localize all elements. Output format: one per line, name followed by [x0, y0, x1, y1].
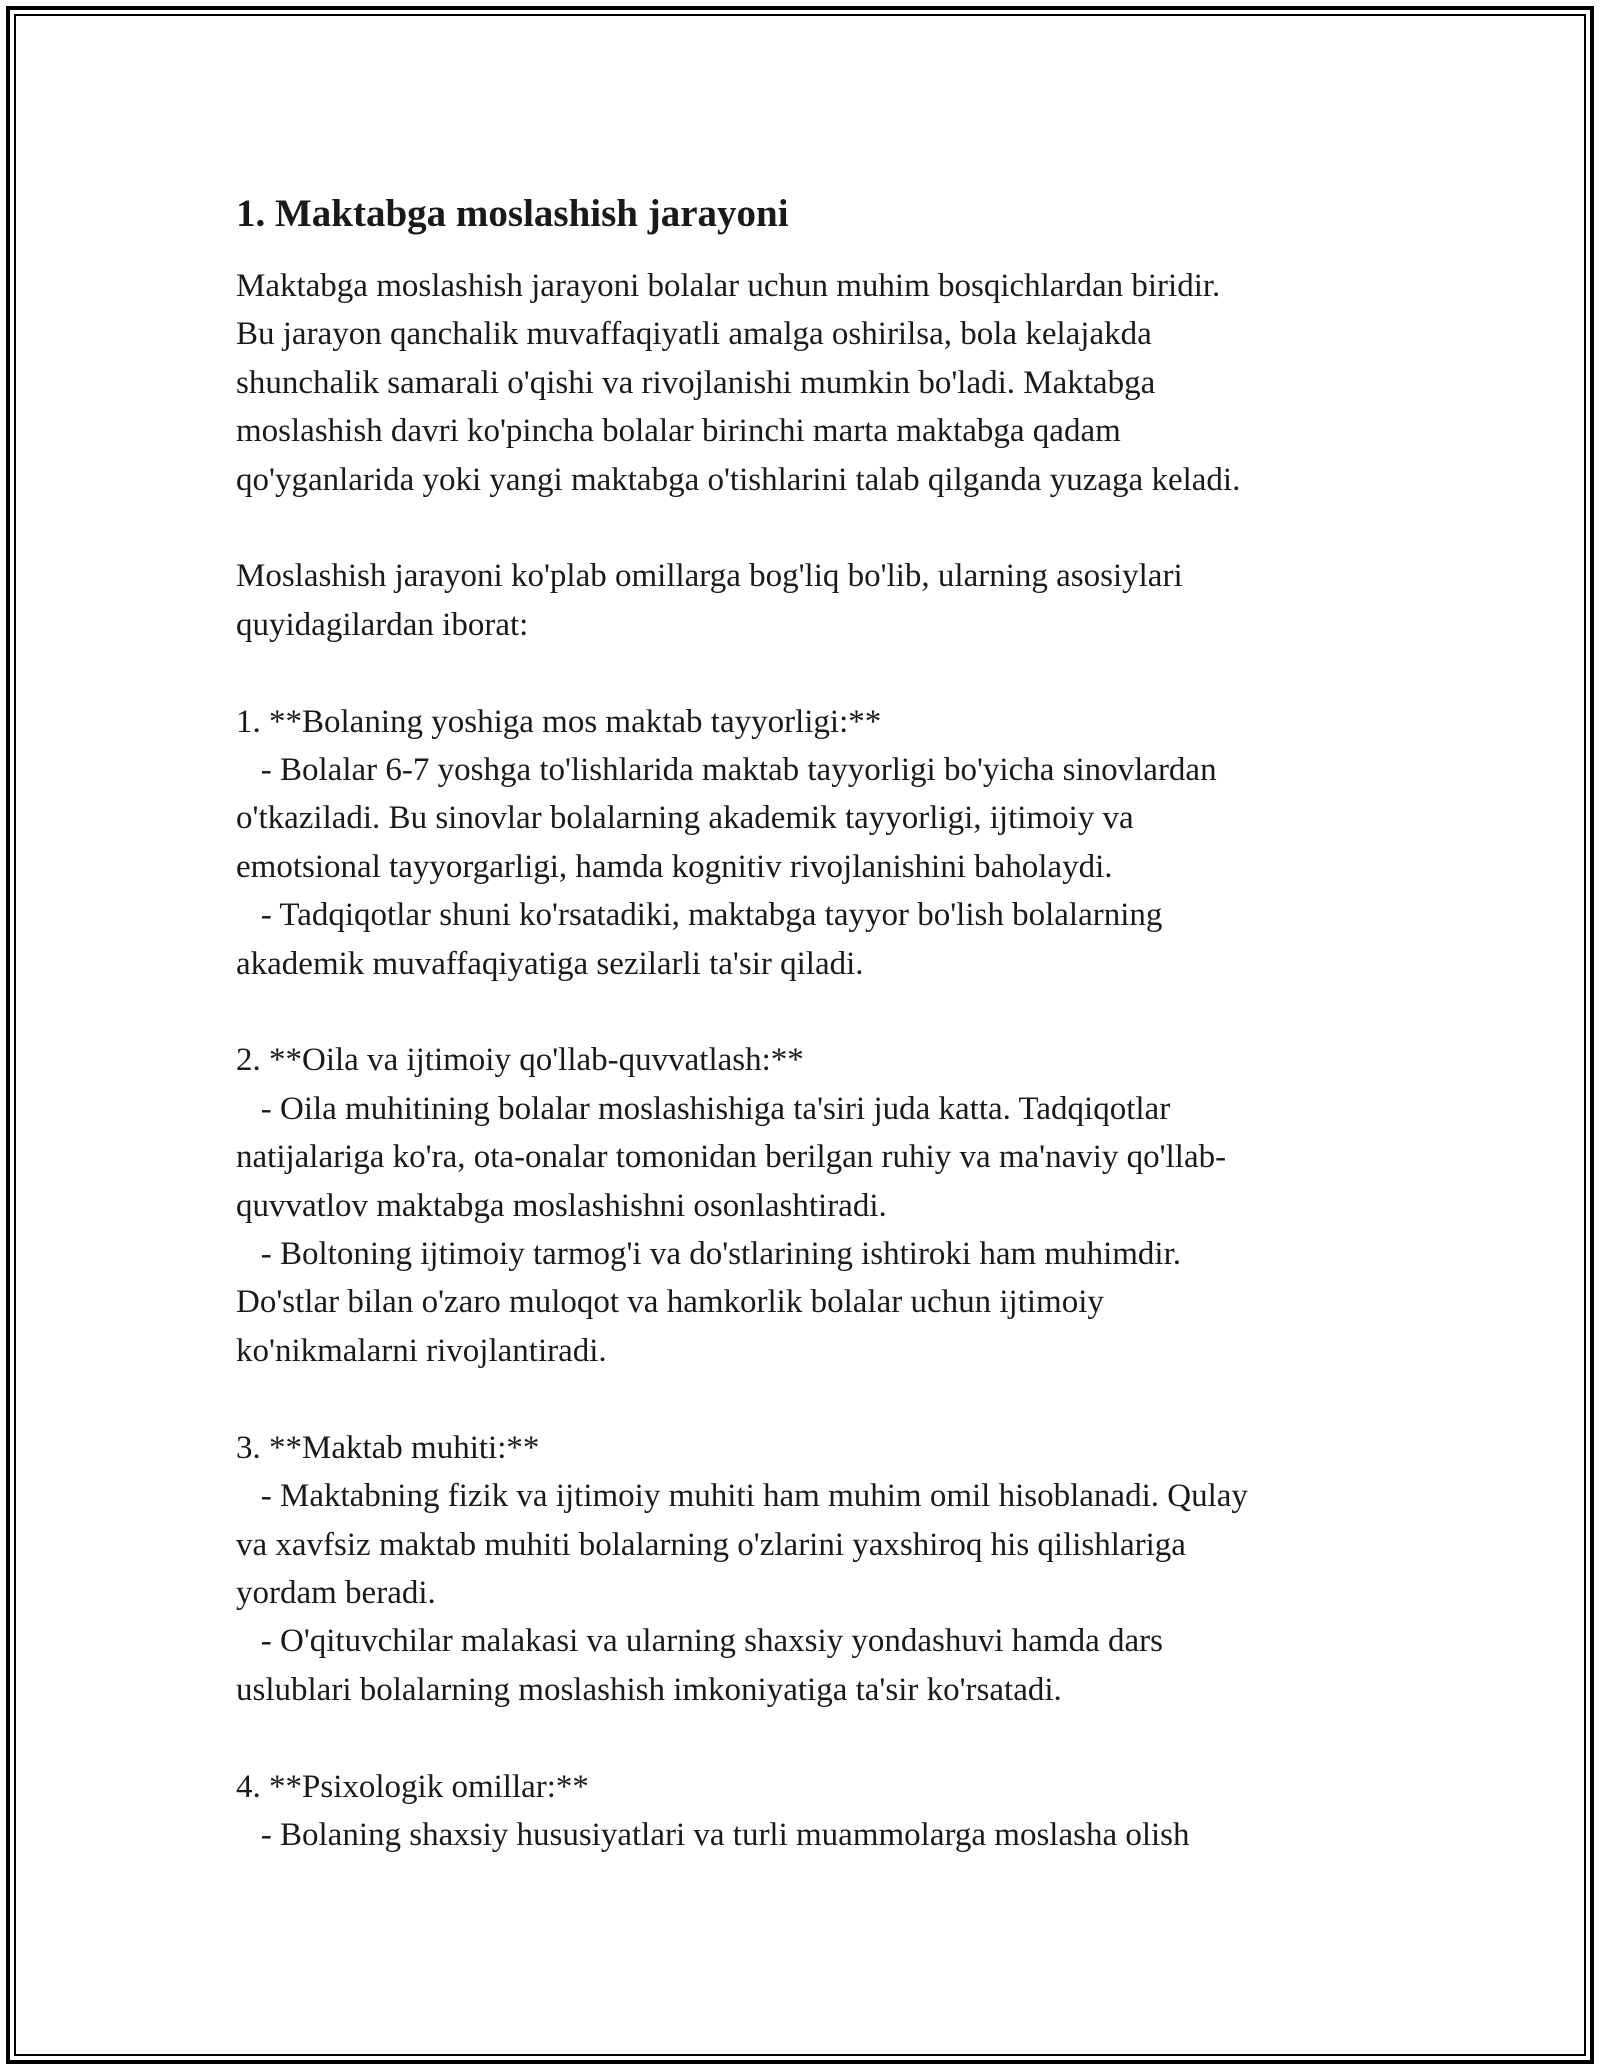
- section-line: quvvatlov maktabga moslashishni osonlashtiradi.: [236, 1187, 887, 1224]
- paragraph-gap: [236, 1375, 1376, 1423]
- section-line: - O'qituvchilar malakasi va ularning shaxsiy yondashuvi hamda dars: [236, 1623, 1163, 1660]
- factors-intro-paragraph: [236, 552, 1376, 649]
- paragraph-gap: [236, 649, 1376, 697]
- section-line: va xavfsiz maktab muhiti bolalarning o'zlarini yaxshiroq his qilishlariga: [236, 1526, 1186, 1563]
- paragraph-gap: [236, 988, 1376, 1036]
- section-heading: 1. **Bolaning yoshiga mos maktab tayyorligi:**: [236, 703, 882, 740]
- section-1: [236, 698, 1376, 988]
- section-line: emotsional tayyorgarligi, hamda kognitiv rivojlanishini baholaydi.: [236, 848, 1113, 885]
- paragraph-gap: [236, 504, 1376, 552]
- intro-line: moslashish davri ko'pincha bolalar birinchi marta maktabga qadam: [236, 413, 1121, 450]
- section-heading: 3. **Maktab muhiti:**: [236, 1429, 540, 1466]
- paragraph-gap: [236, 1714, 1376, 1762]
- section-line: uslublari bolalarning moslashish imkoniyatiga ta'sir ko'rsatadi.: [236, 1671, 1062, 1708]
- section-heading: 2. **Oila va ijtimoiy qo'llab-quvvatlash:**: [236, 1042, 804, 1079]
- intro-paragraph: [236, 262, 1376, 504]
- section-line: akademik muvaffaqiyatiga sezilarli ta'sir qiladi.: [236, 945, 864, 982]
- document-title: 1. Maktabga moslashish jarayoni: [236, 192, 789, 235]
- document-page: [236, 190, 1376, 1859]
- section-line: - Tadqiqotlar shuni ko'rsatadiki, maktabga tayyor bo'lish bolalarning: [236, 897, 1163, 934]
- section-2: [236, 1036, 1376, 1375]
- section-line: ko'nikmalarni rivojlantiradi.: [236, 1332, 607, 1369]
- intro-line: qo'yganlarida yoki yangi maktabga o'tishlarini talab qilganda yuzaga keladi.: [236, 461, 1241, 498]
- intro-line: Maktabga moslashish jarayoni bolalar uchun muhim bosqichlardan biridir.: [236, 268, 1221, 304]
- intro-line: shunchalik samarali o'qishi va rivojlanishi mumkin bo'ladi. Maktabga: [236, 364, 1156, 401]
- section-line: Do'stlar bilan o'zaro muloqot va hamkorlik bolalar uchun ijtimoiy: [236, 1284, 1104, 1321]
- section-heading: 4. **Psixologik omillar:**: [236, 1768, 589, 1805]
- intro-line: Bu jarayon qanchalik muvaffaqiyatli amalga oshirilsa, bola kelajakda: [236, 316, 1152, 353]
- section-line: - Boltoning ijtimoiy tarmog'i va do'stlarining ishtiroki ham muhimdir.: [236, 1236, 1182, 1273]
- section-line: o'tkaziladi. Bu sinovlar bolalarning akademik tayyorligi, ijtimoiy va: [236, 800, 1134, 837]
- factors-intro-line: Moslashish jarayoni ko'plab omillarga bog'liq bo'lib, ularning asosiylari: [236, 558, 1183, 595]
- section-line: yordam beradi.: [236, 1574, 436, 1611]
- section-line: - Bolaning shaxsiy hususiyatlari va turli muammolarga moslasha olish: [236, 1816, 1190, 1853]
- factors-intro-line: quyidagilardan iborat:: [236, 606, 529, 643]
- section-line: natijalariga ko'ra, ota-onalar tomonidan berilgan ruhiy va ma'naviy qo'llab-: [236, 1139, 1227, 1176]
- section-4: [236, 1763, 1376, 1860]
- section-line: - Bolalar 6-7 yoshga to'lishlarida maktab tayyorligi bo'yicha sinovlardan: [236, 752, 1217, 789]
- section-line: - Oila muhitining bolalar moslashishiga ta'siri juda katta. Tadqiqotlar: [236, 1090, 1171, 1127]
- section-3: [236, 1424, 1376, 1714]
- section-line: - Maktabning fizik va ijtimoiy muhiti ham muhim omil hisoblanadi. Qulay: [236, 1478, 1248, 1515]
